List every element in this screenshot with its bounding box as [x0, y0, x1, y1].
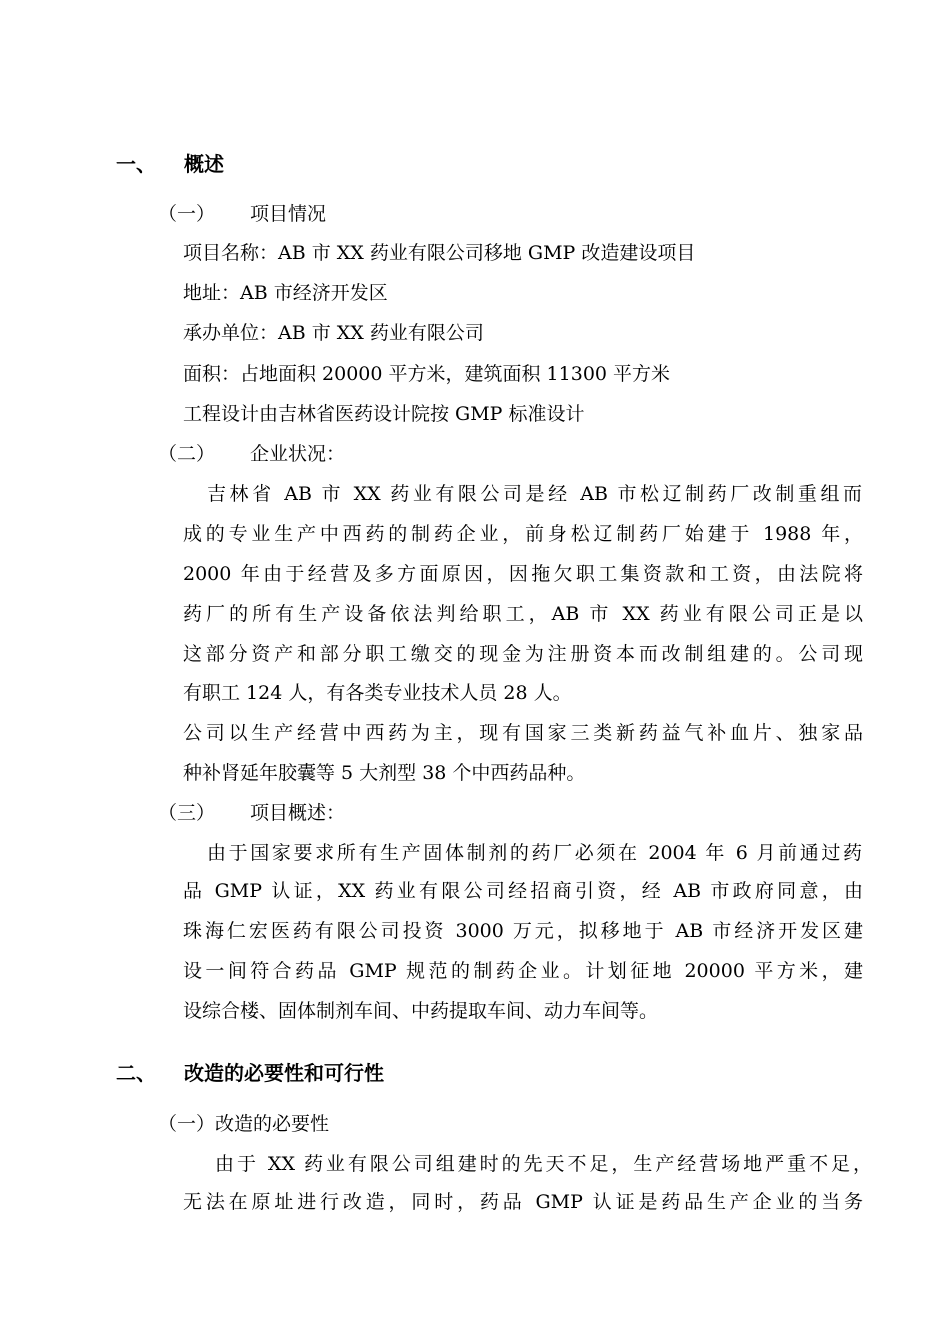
subsection-number: （二）	[158, 443, 216, 465]
paragraph-line: 品 GMP 认证，XX 药业有限公司经招商引资，经 AB 市政府同意，由	[183, 880, 863, 902]
paragraph-line: 无法在原址进行改造，同时，药品 GMP 认证是药品生产企业的当务	[183, 1191, 863, 1213]
section-number: 二、	[116, 1061, 156, 1085]
section-number: 一、	[116, 152, 156, 176]
project-design-line: 工程设计由吉林省医药设计院按 GMP 标准设计	[183, 403, 585, 425]
section-title: 改造的必要性和可行性	[184, 1061, 384, 1085]
paragraph-line: 种补肾延年胶囊等 5 大剂型 38 个中西药品种。	[183, 762, 586, 784]
paragraph-line: 珠海仁宏医药有限公司投资 3000 万元，拟移地于 AB 市经济开发区建	[183, 920, 863, 942]
section-title: 概述	[184, 152, 224, 176]
paragraph-line: 由于 XX 药业有限公司组建时的先天不足，生产经营场地严重不足，	[215, 1153, 872, 1175]
subsection-number: （三）	[158, 802, 216, 824]
subsection-title: 项目情况	[250, 203, 327, 225]
project-undertaker-line: 承办单位：AB 市 XX 药业有限公司	[183, 322, 484, 344]
paragraph-line: 成的专业生产中西药的制药企业，前身松辽制药厂始建于 1988 年，	[183, 523, 863, 545]
subsection-heading-necessity	[158, 1111, 329, 1137]
paragraph-line: 由于国家要求所有生产固体制剂的药厂必须在 2004 年 6 月前通过药	[207, 842, 862, 864]
paragraph-line: 有职工 124 人，有各类专业技术人员 28 人。	[183, 682, 572, 704]
subsection-title: （一）改造的必要性	[158, 1113, 330, 1135]
paragraph-line: 设一间符合药品 GMP 规范的制药企业。计划征地 20000 平方米，建	[183, 960, 863, 982]
paragraph-line: 公司以生产经营中西药为主，现有国家三类新药益气补血片、独家品	[183, 722, 863, 744]
project-address-line: 地址：AB 市经济开发区	[183, 282, 388, 304]
paragraph-line: 2000 年由于经营及多方面原因，因拖欠职工集资款和工资，由法院将	[183, 563, 863, 585]
paragraph-line: 药厂的所有生产设备依法判给职工，AB 市 XX 药业有限公司正是以	[183, 603, 863, 625]
project-area-line: 面积：占地面积 20000 平方米，建筑面积 11300 平方米	[183, 363, 671, 385]
paragraph-line: 设综合楼、固体制剂车间、中药提取车间、动力车间等。	[183, 1000, 659, 1022]
paragraph-line: 这部分资产和部分职工缴交的现金为注册资本而改制组建的。公司现	[183, 643, 863, 665]
subsection-number: （一）	[158, 203, 216, 225]
paragraph-line: 吉林省 AB 市 XX 药业有限公司是经 AB 市松辽制药厂改制重组而	[207, 483, 862, 505]
project-name-line: 项目名称：AB 市 XX 药业有限公司移地 GMP 改造建设项目	[183, 242, 696, 264]
subsection-title: 项目概述：	[250, 802, 346, 824]
subsection-title: 企业状况：	[250, 443, 346, 465]
